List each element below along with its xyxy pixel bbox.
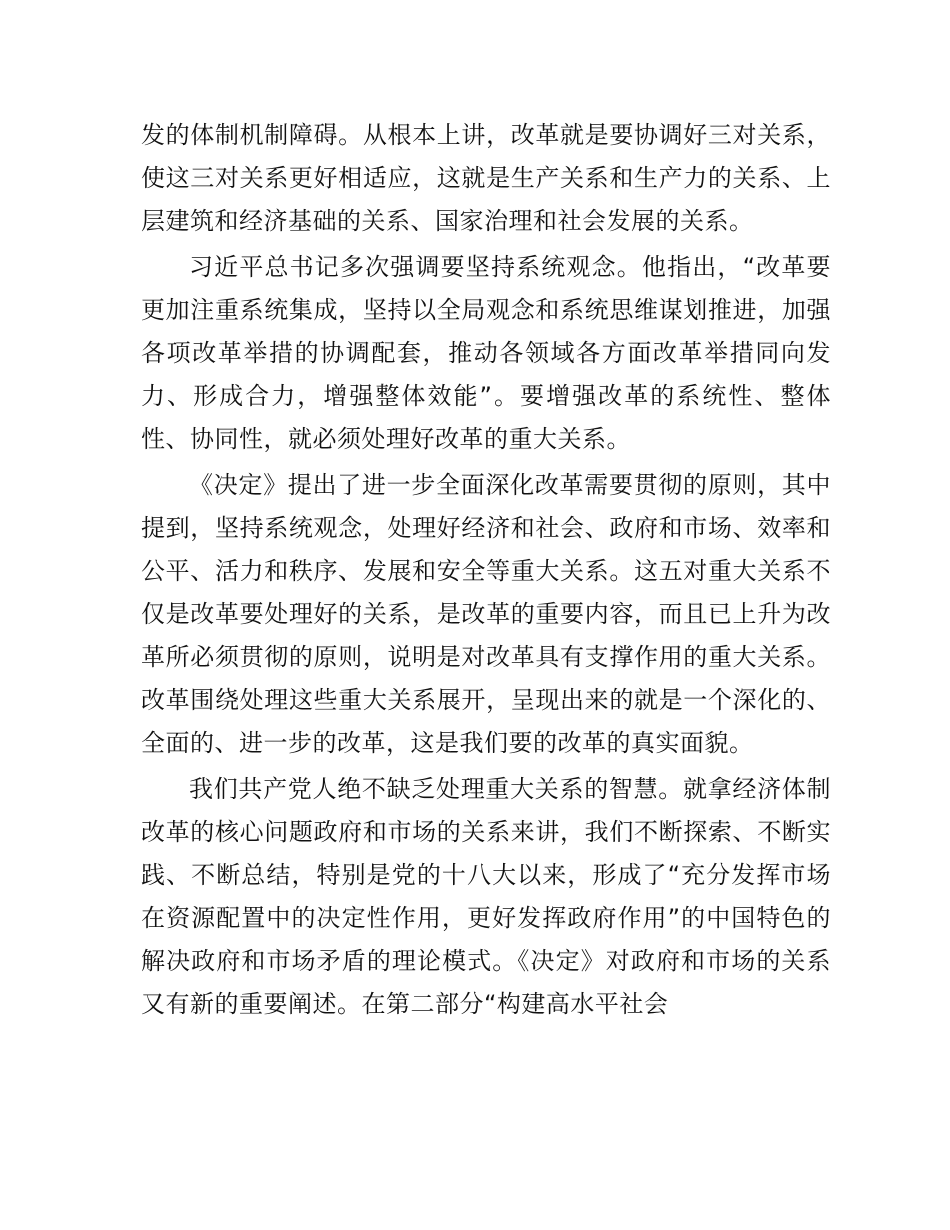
paragraph-2: 习近平总书记多次强调要坚持系统观念。他指出，“改革要更加注重系统集成，坚持以全局观念和系统思维谋划推进，加强各项改革举措的协调配套，推动各领域各方面改革举措同向发力、形成合力，增强整体效能”。要增强改革的系统性、整体性、协同性，就必须处理好改革的重大关系。 bbox=[141, 253, 831, 453]
paragraph-1: 发的体制机制障碍。从根本上讲，改革就是要协调好三对关系，使这三对关系更好相适应，这就是生产关系和生产力的关系、上层建筑和经济基础的关系、国家治理和社会发展的关系。 bbox=[141, 121, 831, 235]
document-page bbox=[141, 114, 831, 1029]
paragraph-4: 我们共产党人绝不缺乏处理重大关系的智慧。就拿经济体制改革的核心问题政府和市场的关系来讲，我们不断探索、不断实践、不断总结，特别是党的十八大以来，形成了“充分发挥市场在资源配置中的决定性作用，更好发挥政府作用”的中国特色的解决政府和市场矛盾的理论模式。《决定》对政府和市场的关系又有新的重要阐述。在第二部分“构建高水平社会 bbox=[141, 775, 831, 1018]
paragraph-3: 《决定》提出了进一步全面深化改革需要贯彻的原则，其中提到，坚持系统观念，处理好经济和社会、政府和市场、效率和公平、活力和秩序、发展和安全等重大关系。这五对重大关系不仅是改革要处理好的关系，是改革的重要内容，而且已上升为改革所必须贯彻的原则，说明是对改革具有支撑作用的重大关系。改革围绕处理这些重大关系展开，呈现出来的就是一个深化的、全面的、进一步的改革，这是我们要的改革的真实面貌。 bbox=[141, 471, 831, 757]
